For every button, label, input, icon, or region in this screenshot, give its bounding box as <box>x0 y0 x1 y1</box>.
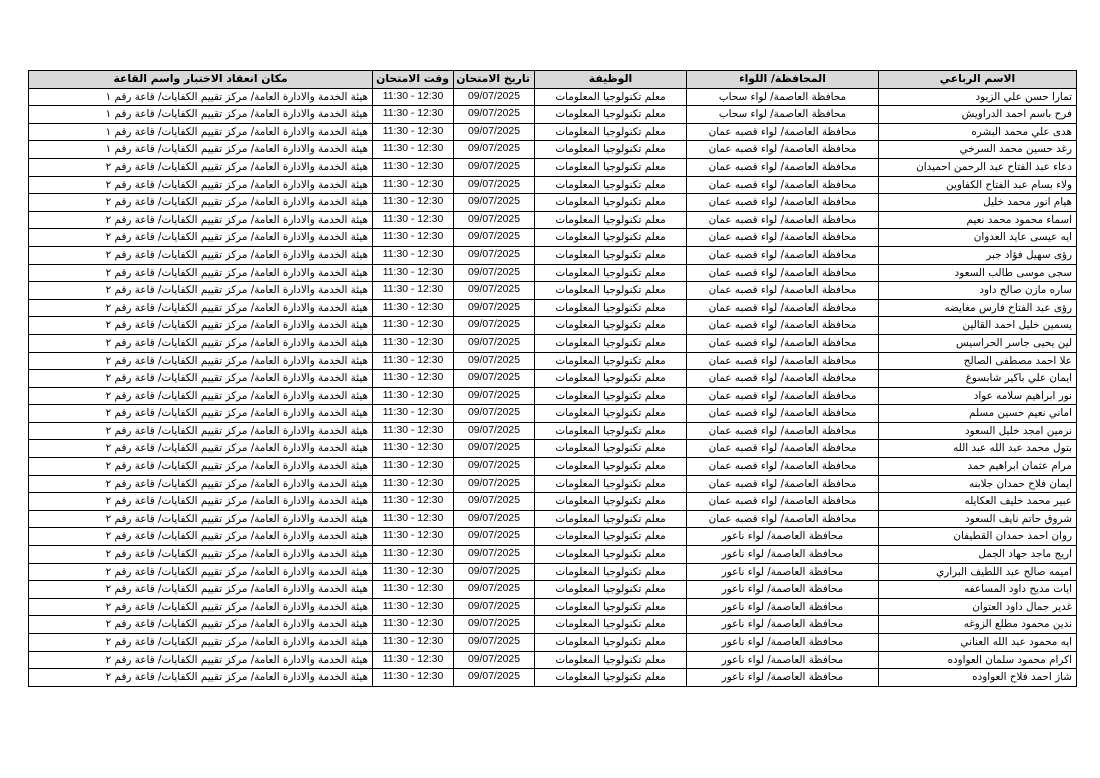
candidate-name-cell: اسماء محمود محمد نعيم <box>879 211 1077 229</box>
candidate-name-cell: ايه عيسى عايد العدوان <box>879 229 1077 247</box>
governorate-district-cell: محافظة العاصمة/ لواء قصبه عمان <box>687 264 879 282</box>
candidate-name-cell: رؤى سهيل فؤاد جبر <box>879 246 1077 264</box>
exam-time-cell: 11:30 - 12:30 <box>373 176 454 194</box>
job-title-cell: معلم تكنولوجيا المعلومات <box>535 176 687 194</box>
job-title-cell: معلم تكنولوجيا المعلومات <box>535 141 687 159</box>
exam-location-cell: هيئة الخدمة والادارة العامة/ مركز تقييم الكفايات/ قاعة رقم ٢ <box>29 387 373 405</box>
exam-date-cell: 09/07/2025 <box>454 528 535 546</box>
exam-time-cell: 11:30 - 12:30 <box>373 616 454 634</box>
governorate-district-cell: محافظة العاصمة/ لواء ناعور <box>687 546 879 564</box>
exam-time-cell: 11:30 - 12:30 <box>373 510 454 528</box>
job-title-cell: معلم تكنولوجيا المعلومات <box>535 510 687 528</box>
table-row <box>29 352 1077 370</box>
candidate-name-cell: ايات مديح داود المساعفه <box>879 581 1077 599</box>
exam-time-cell: 11:30 - 12:30 <box>373 334 454 352</box>
exam-location-cell: هيئة الخدمة والادارة العامة/ مركز تقييم الكفايات/ قاعة رقم ٢ <box>29 581 373 599</box>
exam-time-cell: 11:30 - 12:30 <box>373 88 454 106</box>
table-row <box>29 422 1077 440</box>
exam-date-cell: 09/07/2025 <box>454 651 535 669</box>
job-title-cell: معلم تكنولوجيا المعلومات <box>535 422 687 440</box>
exam-location-cell: هيئة الخدمة والادارة العامة/ مركز تقييم الكفايات/ قاعة رقم ١ <box>29 106 373 124</box>
table-row <box>29 581 1077 599</box>
exam-time-cell: 11:30 - 12:30 <box>373 106 454 124</box>
exam-location-cell: هيئة الخدمة والادارة العامة/ مركز تقييم الكفايات/ قاعة رقم ٢ <box>29 405 373 423</box>
table-header <box>29 71 1077 89</box>
job-title-cell: معلم تكنولوجيا المعلومات <box>535 334 687 352</box>
governorate-district-cell: محافظة العاصمة/ لواء قصبه عمان <box>687 493 879 511</box>
table-row <box>29 440 1077 458</box>
governorate-district-cell: محافظة العاصمة/ لواء قصبه عمان <box>687 229 879 247</box>
governorate-district-cell: محافظة العاصمة/ لواء قصبه عمان <box>687 440 879 458</box>
exam-time-cell: 11:30 - 12:30 <box>373 264 454 282</box>
governorate-district-cell: محافظة العاصمة/ لواء قصبه عمان <box>687 334 879 352</box>
governorate-district-cell: محافظة العاصمة/ لواء قصبه عمان <box>687 458 879 476</box>
job-title-cell: معلم تكنولوجيا المعلومات <box>535 123 687 141</box>
exam-time-cell: 11:30 - 12:30 <box>373 387 454 405</box>
candidate-name-cell: هدى علي محمد البشره <box>879 123 1077 141</box>
governorate-district-cell: محافظة العاصمة/ لواء ناعور <box>687 528 879 546</box>
exam-date-cell: 09/07/2025 <box>454 634 535 652</box>
table-row <box>29 158 1077 176</box>
exam-date-cell: 09/07/2025 <box>454 422 535 440</box>
table-row <box>29 264 1077 282</box>
exam-date-cell: 09/07/2025 <box>454 581 535 599</box>
candidate-name-cell: رؤى عبد الفتاح فارس مغايضه <box>879 299 1077 317</box>
governorate-district-cell: محافظة العاصمة/ لواء قصبه عمان <box>687 405 879 423</box>
exam-location-cell: هيئة الخدمة والادارة العامة/ مركز تقييم الكفايات/ قاعة رقم ٢ <box>29 475 373 493</box>
candidate-name-cell: روان احمد حمدان القطيفان <box>879 528 1077 546</box>
governorate-district-cell: محافظة العاصمة/ لواء قصبه عمان <box>687 194 879 212</box>
exam-date-cell: 09/07/2025 <box>454 334 535 352</box>
table-row <box>29 194 1077 212</box>
job-title-cell: معلم تكنولوجيا المعلومات <box>535 546 687 564</box>
governorate-district-cell: محافظة العاصمة/ لواء ناعور <box>687 669 879 687</box>
table-row <box>29 475 1077 493</box>
table-row <box>29 651 1077 669</box>
exam-location-cell: هيئة الخدمة والادارة العامة/ مركز تقييم الكفايات/ قاعة رقم ٢ <box>29 299 373 317</box>
candidate-name-cell: شاز احمد فلاح العواوده <box>879 669 1077 687</box>
candidate-name-cell: نور ابراهيم سلامه عواد <box>879 387 1077 405</box>
governorate-district-cell: محافظة العاصمة/ لواء ناعور <box>687 598 879 616</box>
exam-date-cell: 09/07/2025 <box>454 264 535 282</box>
exam-time-cell: 11:30 - 12:30 <box>373 598 454 616</box>
exam-time-cell: 11:30 - 12:30 <box>373 282 454 300</box>
exam-date-cell: 09/07/2025 <box>454 229 535 247</box>
governorate-district-cell: محافظة العاصمة/ لواء قصبه عمان <box>687 299 879 317</box>
job-title-cell: معلم تكنولوجيا المعلومات <box>535 493 687 511</box>
governorate-district-cell: محافظة العاصمة/ لواء ناعور <box>687 581 879 599</box>
exam-location-cell: هيئة الخدمة والادارة العامة/ مركز تقييم الكفايات/ قاعة رقم ٢ <box>29 246 373 264</box>
exam-time-cell: 11:30 - 12:30 <box>373 422 454 440</box>
exam-time-cell: 11:30 - 12:30 <box>373 211 454 229</box>
exam-time-cell: 11:30 - 12:30 <box>373 475 454 493</box>
exam-location-cell: هيئة الخدمة والادارة العامة/ مركز تقييم الكفايات/ قاعة رقم ٢ <box>29 317 373 335</box>
governorate-district-cell: محافظة العاصمة/ لواء قصبه عمان <box>687 123 879 141</box>
candidate-name-cell: هيام انور محمد خليل <box>879 194 1077 212</box>
job-title-cell: معلم تكنولوجيا المعلومات <box>535 458 687 476</box>
exam-location-cell: هيئة الخدمة والادارة العامة/ مركز تقييم الكفايات/ قاعة رقم ٢ <box>29 458 373 476</box>
governorate-district-cell: محافظة العاصمة/ لواء قصبه عمان <box>687 158 879 176</box>
exam-date-cell: 09/07/2025 <box>454 158 535 176</box>
table-row <box>29 405 1077 423</box>
exam-time-cell: 11:30 - 12:30 <box>373 141 454 159</box>
job-title-cell: معلم تكنولوجيا المعلومات <box>535 282 687 300</box>
governorate-district-cell: محافظة العاصمة/ لواء قصبه عمان <box>687 317 879 335</box>
exam-location-cell: هيئة الخدمة والادارة العامة/ مركز تقييم الكفايات/ قاعة رقم ٢ <box>29 634 373 652</box>
table-row <box>29 211 1077 229</box>
job-title-cell: معلم تكنولوجيا المعلومات <box>535 352 687 370</box>
candidate-name-cell: اميمه صالح عبد اللطيف البراري <box>879 563 1077 581</box>
exam-date-cell: 09/07/2025 <box>454 176 535 194</box>
job-title-cell: معلم تكنولوجيا المعلومات <box>535 669 687 687</box>
exam-date-cell: 09/07/2025 <box>454 493 535 511</box>
candidate-name-cell: يسمين خليل احمد القالين <box>879 317 1077 335</box>
exam-location-cell: هيئة الخدمة والادارة العامة/ مركز تقييم الكفايات/ قاعة رقم ٢ <box>29 229 373 247</box>
exam-location-cell: هيئة الخدمة والادارة العامة/ مركز تقييم الكفايات/ قاعة رقم ٢ <box>29 334 373 352</box>
table-row <box>29 229 1077 247</box>
governorate-district-cell: محافظة العاصمة/ لواء ناعور <box>687 563 879 581</box>
candidate-name-cell: اكرام محمود سلمان العواوده <box>879 651 1077 669</box>
exam-date-cell: 09/07/2025 <box>454 141 535 159</box>
exam-date-cell: 09/07/2025 <box>454 387 535 405</box>
job-title-cell: معلم تكنولوجيا المعلومات <box>535 299 687 317</box>
table-row <box>29 669 1077 687</box>
table-row <box>29 510 1077 528</box>
exam-date-cell: 09/07/2025 <box>454 370 535 388</box>
job-title-cell: معلم تكنولوجيا المعلومات <box>535 246 687 264</box>
exam-time-cell: 11:30 - 12:30 <box>373 352 454 370</box>
exam-location-cell: هيئة الخدمة والادارة العامة/ مركز تقييم الكفايات/ قاعة رقم ٢ <box>29 546 373 564</box>
exam-location-cell: هيئة الخدمة والادارة العامة/ مركز تقييم الكفايات/ قاعة رقم ٢ <box>29 194 373 212</box>
exam-date-cell: 09/07/2025 <box>454 616 535 634</box>
exam-location-cell: هيئة الخدمة والادارة العامة/ مركز تقييم الكفايات/ قاعة رقم ٢ <box>29 282 373 300</box>
job-title-cell: معلم تكنولوجيا المعلومات <box>535 158 687 176</box>
job-title-cell: معلم تكنولوجيا المعلومات <box>535 88 687 106</box>
job-title-cell: معلم تكنولوجيا المعلومات <box>535 581 687 599</box>
exam-time-cell: 11:30 - 12:30 <box>373 123 454 141</box>
header-job: الوظيفة <box>535 71 687 89</box>
governorate-district-cell: محافظة العاصمة/ لواء قصبه عمان <box>687 352 879 370</box>
table-row <box>29 106 1077 124</box>
job-title-cell: معلم تكنولوجيا المعلومات <box>535 387 687 405</box>
governorate-district-cell: محافظة العاصمة/ لواء قصبه عمان <box>687 176 879 194</box>
job-title-cell: معلم تكنولوجيا المعلومات <box>535 634 687 652</box>
exam-date-cell: 09/07/2025 <box>454 88 535 106</box>
table-row <box>29 563 1077 581</box>
exam-time-cell: 11:30 - 12:30 <box>373 651 454 669</box>
job-title-cell: معلم تكنولوجيا المعلومات <box>535 229 687 247</box>
table-row <box>29 141 1077 159</box>
candidate-name-cell: دعاء عبد الفتاح عبد الرحمن احميدان <box>879 158 1077 176</box>
exam-date-cell: 09/07/2025 <box>454 106 535 124</box>
table-row <box>29 387 1077 405</box>
table-row <box>29 176 1077 194</box>
exam-time-cell: 11:30 - 12:30 <box>373 370 454 388</box>
candidate-name-cell: رغد حسين محمد السرخي <box>879 141 1077 159</box>
exam-time-cell: 11:30 - 12:30 <box>373 158 454 176</box>
governorate-district-cell: محافظة العاصمة/ لواء قصبه عمان <box>687 475 879 493</box>
exam-date-cell: 09/07/2025 <box>454 598 535 616</box>
table-row <box>29 282 1077 300</box>
job-title-cell: معلم تكنولوجيا المعلومات <box>535 563 687 581</box>
job-title-cell: معلم تكنولوجيا المعلومات <box>535 528 687 546</box>
candidate-name-cell: ولاء بسام عبد الفتاح الكفاوين <box>879 176 1077 194</box>
header-exam-time: وقت الامتحان <box>373 71 454 89</box>
governorate-district-cell: محافظة العاصمة/ لواء ناعور <box>687 616 879 634</box>
table-row <box>29 493 1077 511</box>
exam-time-cell: 11:30 - 12:30 <box>373 299 454 317</box>
exam-location-cell: هيئة الخدمة والادارة العامة/ مركز تقييم الكفايات/ قاعة رقم ٢ <box>29 422 373 440</box>
exam-time-cell: 11:30 - 12:30 <box>373 634 454 652</box>
candidate-name-cell: ايمان علي باكير شابسوغ <box>879 370 1077 388</box>
header-exam-date: تاريخ الامتحان <box>454 71 535 89</box>
exam-location-cell: هيئة الخدمة والادارة العامة/ مركز تقييم الكفايات/ قاعة رقم ٢ <box>29 563 373 581</box>
job-title-cell: معلم تكنولوجيا المعلومات <box>535 440 687 458</box>
exam-location-cell: هيئة الخدمة والادارة العامة/ مركز تقييم الكفايات/ قاعة رقم ١ <box>29 141 373 159</box>
exam-location-cell: هيئة الخدمة والادارة العامة/ مركز تقييم الكفايات/ قاعة رقم ٢ <box>29 440 373 458</box>
exam-date-cell: 09/07/2025 <box>454 475 535 493</box>
exam-date-cell: 09/07/2025 <box>454 510 535 528</box>
exam-location-cell: هيئة الخدمة والادارة العامة/ مركز تقييم الكفايات/ قاعة رقم ٢ <box>29 176 373 194</box>
table-row <box>29 246 1077 264</box>
table-row <box>29 634 1077 652</box>
table-row <box>29 299 1077 317</box>
candidate-name-cell: بتول محمد عبد الله عبد الله <box>879 440 1077 458</box>
candidate-name-cell: مرام عثمان ابراهيم حمد <box>879 458 1077 476</box>
exam-location-cell: هيئة الخدمة والادارة العامة/ مركز تقييم الكفايات/ قاعة رقم ٢ <box>29 528 373 546</box>
exam-date-cell: 09/07/2025 <box>454 299 535 317</box>
exam-date-cell: 09/07/2025 <box>454 282 535 300</box>
exam-time-cell: 11:30 - 12:30 <box>373 246 454 264</box>
candidate-name-cell: ايه محمود عبد الله العناني <box>879 634 1077 652</box>
exam-date-cell: 09/07/2025 <box>454 352 535 370</box>
exam-location-cell: هيئة الخدمة والادارة العامة/ مركز تقييم الكفايات/ قاعة رقم ٢ <box>29 264 373 282</box>
exam-location-cell: هيئة الخدمة والادارة العامة/ مركز تقييم الكفايات/ قاعة رقم ٢ <box>29 211 373 229</box>
table-row <box>29 334 1077 352</box>
exam-date-cell: 09/07/2025 <box>454 669 535 687</box>
table-row <box>29 616 1077 634</box>
exam-time-cell: 11:30 - 12:30 <box>373 317 454 335</box>
exam-time-cell: 11:30 - 12:30 <box>373 493 454 511</box>
exam-location-cell: هيئة الخدمة والادارة العامة/ مركز تقييم الكفايات/ قاعة رقم ٢ <box>29 669 373 687</box>
exam-location-cell: هيئة الخدمة والادارة العامة/ مركز تقييم الكفايات/ قاعة رقم ١ <box>29 88 373 106</box>
exam-time-cell: 11:30 - 12:30 <box>373 546 454 564</box>
job-title-cell: معلم تكنولوجيا المعلومات <box>535 405 687 423</box>
exam-time-cell: 11:30 - 12:30 <box>373 440 454 458</box>
exam-time-cell: 11:30 - 12:30 <box>373 458 454 476</box>
exam-time-cell: 11:30 - 12:30 <box>373 669 454 687</box>
governorate-district-cell: محافظة العاصمة/ لواء قصبه عمان <box>687 282 879 300</box>
candidate-name-cell: نرمين امجد خليل السعود <box>879 422 1077 440</box>
table-row <box>29 528 1077 546</box>
exam-date-cell: 09/07/2025 <box>454 194 535 212</box>
job-title-cell: معلم تكنولوجيا المعلومات <box>535 211 687 229</box>
exam-time-cell: 11:30 - 12:30 <box>373 581 454 599</box>
candidate-name-cell: اماني نعيم حسين مسلم <box>879 405 1077 423</box>
candidate-name-cell: شروق حاتم نايف السعود <box>879 510 1077 528</box>
job-title-cell: معلم تكنولوجيا المعلومات <box>535 106 687 124</box>
candidate-name-cell: علا احمد مصطفى الصالح <box>879 352 1077 370</box>
candidate-name-cell: اريج ماجد جهاد الجمل <box>879 546 1077 564</box>
candidate-name-cell: سجى موسى طالب السعود <box>879 264 1077 282</box>
candidate-name-cell: فرح باسم احمد الدراويش <box>879 106 1077 124</box>
header-name: الاسم الرباعي <box>879 71 1077 89</box>
table-row <box>29 546 1077 564</box>
exam-date-cell: 09/07/2025 <box>454 563 535 581</box>
exam-time-cell: 11:30 - 12:30 <box>373 229 454 247</box>
exam-date-cell: 09/07/2025 <box>454 546 535 564</box>
exam-location-cell: هيئة الخدمة والادارة العامة/ مركز تقييم الكفايات/ قاعة رقم ٢ <box>29 510 373 528</box>
table-row <box>29 123 1077 141</box>
governorate-district-cell: محافظة العاصمة/ لواء قصبه عمان <box>687 422 879 440</box>
job-title-cell: معلم تكنولوجيا المعلومات <box>535 194 687 212</box>
exam-date-cell: 09/07/2025 <box>454 458 535 476</box>
table-body <box>29 88 1077 686</box>
exam-date-cell: 09/07/2025 <box>454 405 535 423</box>
job-title-cell: معلم تكنولوجيا المعلومات <box>535 475 687 493</box>
candidate-name-cell: عبير محمد خليف العكايله <box>879 493 1077 511</box>
header-governorate: المحافظة/ اللواء <box>687 71 879 89</box>
table-row <box>29 317 1077 335</box>
governorate-district-cell: محافظة العاصمة/ لواء سحاب <box>687 106 879 124</box>
governorate-district-cell: محافظة العاصمة/ لواء قصبه عمان <box>687 211 879 229</box>
governorate-district-cell: محافظة العاصمة/ لواء قصبه عمان <box>687 387 879 405</box>
governorate-district-cell: محافظة العاصمة/ لواء قصبه عمان <box>687 510 879 528</box>
governorate-district-cell: محافظة العاصمة/ لواء قصبه عمان <box>687 141 879 159</box>
job-title-cell: معلم تكنولوجيا المعلومات <box>535 616 687 634</box>
governorate-district-cell: محافظة العاصمة/ لواء سحاب <box>687 88 879 106</box>
exam-location-cell: هيئة الخدمة والادارة العامة/ مركز تقييم الكفايات/ قاعة رقم ٢ <box>29 598 373 616</box>
candidate-name-cell: ندين محمود مطلع الزوغه <box>879 616 1077 634</box>
exam-time-cell: 11:30 - 12:30 <box>373 194 454 212</box>
job-title-cell: معلم تكنولوجيا المعلومات <box>535 598 687 616</box>
governorate-district-cell: محافظة العاصمة/ لواء قصبه عمان <box>687 246 879 264</box>
exam-location-cell: هيئة الخدمة والادارة العامة/ مركز تقييم الكفايات/ قاعة رقم ٢ <box>29 651 373 669</box>
exam-date-cell: 09/07/2025 <box>454 211 535 229</box>
exam-date-cell: 09/07/2025 <box>454 123 535 141</box>
job-title-cell: معلم تكنولوجيا المعلومات <box>535 651 687 669</box>
candidate-name-cell: غدير جمال داود العتوان <box>879 598 1077 616</box>
job-title-cell: معلم تكنولوجيا المعلومات <box>535 317 687 335</box>
candidate-name-cell: تمارا حسن علي الزيود <box>879 88 1077 106</box>
candidate-name-cell: ايمان فلاح حمدان جلابنه <box>879 475 1077 493</box>
exam-location-cell: هيئة الخدمة والادارة العامة/ مركز تقييم الكفايات/ قاعة رقم ٢ <box>29 158 373 176</box>
exam-date-cell: 09/07/2025 <box>454 440 535 458</box>
governorate-district-cell: محافظة العاصمة/ لواء قصبه عمان <box>687 370 879 388</box>
exam-location-cell: هيئة الخدمة والادارة العامة/ مركز تقييم الكفايات/ قاعة رقم ١ <box>29 123 373 141</box>
table-row <box>29 598 1077 616</box>
header-exam-place: مكان انعقاد الاختبار واسم القاعة <box>29 71 373 89</box>
exam-date-cell: 09/07/2025 <box>454 317 535 335</box>
governorate-district-cell: محافظة العاصمة/ لواء ناعور <box>687 651 879 669</box>
exam-location-cell: هيئة الخدمة والادارة العامة/ مركز تقييم الكفايات/ قاعة رقم ٢ <box>29 616 373 634</box>
table-row <box>29 370 1077 388</box>
header-row <box>29 71 1077 89</box>
job-title-cell: معلم تكنولوجيا المعلومات <box>535 370 687 388</box>
candidate-name-cell: لين يحيى جاسر الحراسيس <box>879 334 1077 352</box>
exam-schedule-table <box>28 70 1077 687</box>
exam-time-cell: 11:30 - 12:30 <box>373 563 454 581</box>
exam-location-cell: هيئة الخدمة والادارة العامة/ مركز تقييم الكفايات/ قاعة رقم ٢ <box>29 370 373 388</box>
table-row <box>29 458 1077 476</box>
exam-location-cell: هيئة الخدمة والادارة العامة/ مركز تقييم الكفايات/ قاعة رقم ٢ <box>29 493 373 511</box>
exam-date-cell: 09/07/2025 <box>454 246 535 264</box>
table-row <box>29 88 1077 106</box>
exam-location-cell: هيئة الخدمة والادارة العامة/ مركز تقييم الكفايات/ قاعة رقم ٢ <box>29 352 373 370</box>
exam-time-cell: 11:30 - 12:30 <box>373 528 454 546</box>
job-title-cell: معلم تكنولوجيا المعلومات <box>535 264 687 282</box>
exam-time-cell: 11:30 - 12:30 <box>373 405 454 423</box>
candidate-name-cell: ساره مازن صالح داود <box>879 282 1077 300</box>
governorate-district-cell: محافظة العاصمة/ لواء ناعور <box>687 634 879 652</box>
